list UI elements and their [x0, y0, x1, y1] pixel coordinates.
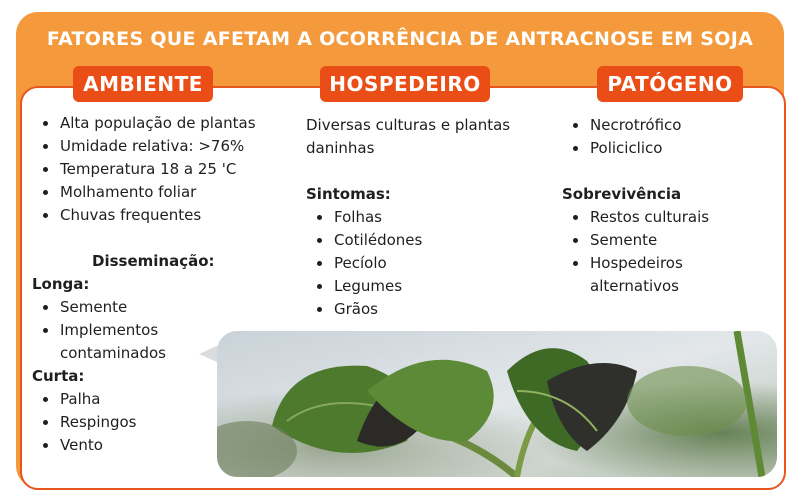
list-item: Umidade relativa: >76% — [32, 135, 272, 158]
hospedeiro-intro: Diversas culturas e plantas daninhas — [306, 116, 511, 157]
ambiente-badge: AMBIENTE — [73, 66, 213, 102]
list-item: Necrotrófico — [562, 114, 772, 137]
list-item: Molhamento foliar — [32, 181, 272, 204]
soybean-leaves-photo — [217, 331, 777, 477]
list-item: Implementos contaminados — [32, 319, 210, 365]
hospedeiro-badge: HOSPEDEIRO — [320, 66, 490, 102]
list-item: Folhas — [306, 206, 536, 229]
list-item: Chuvas frequentes — [32, 204, 272, 227]
leaf-illustration — [217, 331, 777, 477]
sobrevivencia-list — [562, 206, 772, 298]
curta-label: Curta: — [32, 367, 85, 385]
list-item: Respingos — [32, 411, 272, 434]
list-item: Alta população de plantas — [32, 112, 272, 135]
photo-pointer — [199, 345, 219, 363]
list-item: Cotilédones — [306, 229, 536, 252]
patogeno-column — [562, 114, 772, 298]
longa-label: Longa: — [32, 275, 90, 293]
sintomas-list — [306, 206, 536, 321]
list-item: Hospedeiros alternativos — [562, 252, 730, 298]
patogeno-list — [562, 114, 772, 160]
list-item: Grãos — [306, 298, 536, 321]
page-title: FATORES QUE AFETAM A OCORRÊNCIA DE ANTRACNOSE EM SOJA — [46, 28, 754, 50]
list-item: Semente — [32, 296, 272, 319]
list-item: Pecíolo — [306, 252, 536, 275]
list-item: Legumes — [306, 275, 536, 298]
patogeno-badge: PATÓGENO — [597, 66, 743, 102]
list-item: Temperatura 18 a 25 'C — [32, 158, 272, 181]
sobrevivencia-label: Sobrevivência — [562, 185, 682, 203]
ambiente-list — [32, 112, 272, 227]
list-item: Policiclico — [562, 137, 772, 160]
list-item: Palha — [32, 388, 272, 411]
hospedeiro-column — [306, 114, 536, 321]
list-item: Restos culturais — [562, 206, 772, 229]
list-item: Vento — [32, 434, 272, 457]
list-item: Semente — [562, 229, 772, 252]
disseminacao-heading: Disseminação: — [92, 252, 215, 270]
sintomas-label: Sintomas: — [306, 185, 391, 203]
